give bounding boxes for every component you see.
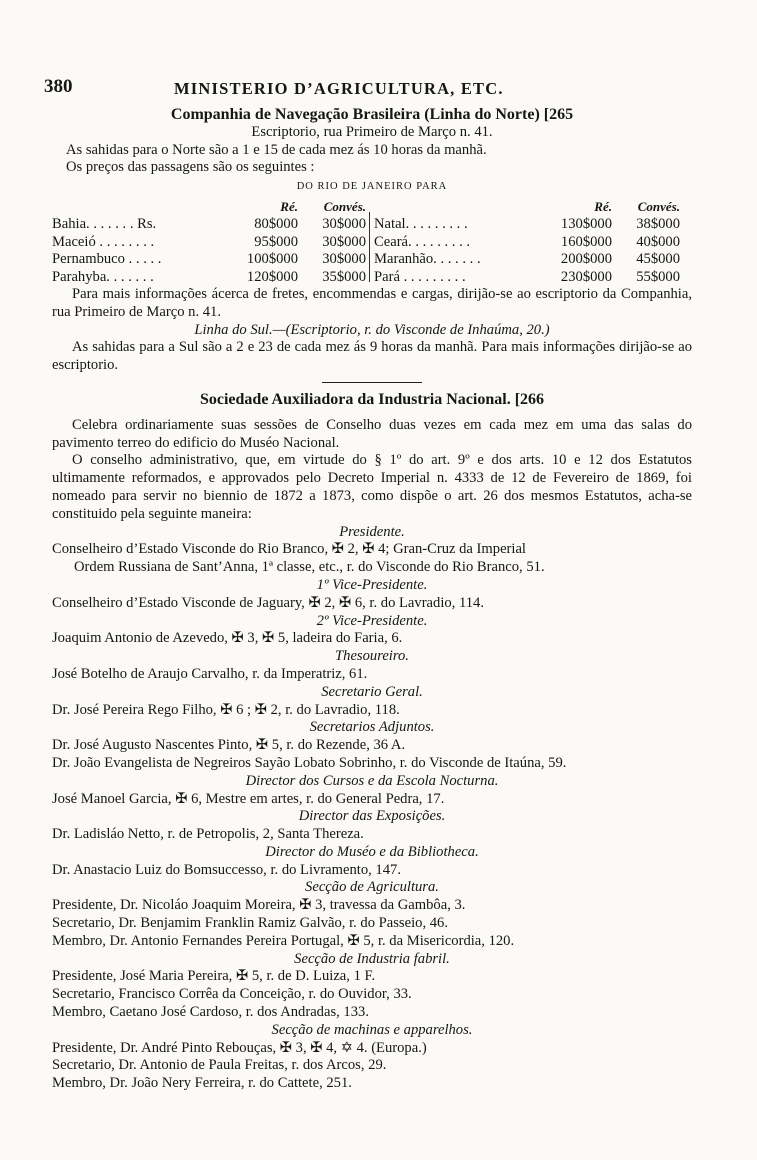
sul-paragraph: As sahidas para a Sul são a 2 e 23 de cada mez ás 9 horas da manhã. Para mais informações dirijão-se ao escriptorio. [52,339,692,374]
left-re-0: 80$000 [254,215,298,232]
office-title-vice1: 1º Vice-Presidente. [316,576,428,593]
left-dest-3: Parahyba. . . . . . . [52,269,154,286]
section-title-266: Sociedade Auxiliadora da Industria Nacional. [266 [199,390,545,408]
right-dest-1: Ceará. . . . . . . . . [374,233,471,250]
office-title-secretarios-adjuntos: Secretarios Adjuntos. [309,719,435,736]
page-header [44,76,692,104]
left-re-3: 120$000 [246,269,298,286]
office-entry: Joaquim Antonio de Azevedo, ✠ 3, ✠ 5, ladeira do Faria, 6. [52,630,403,647]
left-re-header: Ré. [280,198,298,214]
left-dest-1: Maceió . . . . . . . . [52,233,155,250]
company-address: Escriptorio, rua Primeiro de Março n. 41. [251,123,493,140]
office-entry: Membro, Caetano José Cardoso, r. dos Andradas, 133. [52,1004,369,1021]
right-conves-column [614,198,680,287]
right-conves-3: 55$000 [636,269,680,286]
office-entry: Dr. Ladisláo Netto, r. de Petropolis, 2, Santa Thereza. [52,826,364,843]
office-title-vice2: 2º Vice-Presidente. [316,612,428,629]
section-title-265: Companhia de Navegação Brasileira (Linha do Norte) [265 [170,106,574,123]
office-title-director-exposicoes: Director das Exposições. [298,808,446,825]
office-title-machinas: Secção de machinas e apparelhos. [271,1021,473,1038]
info-paragraph: Para mais informações ácerca de fretes, encommendas e cargas, dirijão-se ao escriptorio da Companhia, rua Primeiro de Março n. 41. [52,285,692,320]
section-divider [322,382,422,383]
council-paragraph: O conselho administrativo, que, em virtude do § 1º do art. 9º e dos arts. 10 e 12 dos Estatutos ultimamente reformados, e approvados pelo Decreto Imperial n. 4333 de 12 de Fevereiro de 1869, foi nomeado para servir no biennio de 1872 a 1873, como dispõe o art. 26 dos mesmos Estatutos, acha-se constituido pela seguinte maneira: [52,452,692,522]
office-entry: José Botelho de Araujo Carvalho, r. da Imperatriz, 61. [52,665,368,682]
office-entry: Presidente, José Maria Pereira, ✠ 5, r. de D. Luiza, 1 F. [52,968,376,985]
right-re-3: 230$000 [560,269,612,286]
table-caption: DO RIO DE JANEIRO PARA [296,181,448,193]
sessions-paragraph: Celebra ordinariamente suas sessões de Conselho duas vezes em cada mez em uma das salas do pavimento terreo do edificio do Muséo Nacional. [52,416,692,451]
right-dest-2: Maranhão. . . . . . . [374,251,481,268]
office-entry: Presidente, Dr. Nicoláo Joaquim Moreira, ✠ 3, travessa da Gambôa, 3. [52,897,466,914]
left-re-1: 95$000 [254,233,298,250]
left-re-2: 100$000 [246,251,298,268]
left-conves-3: 35$000 [322,269,366,286]
fares-intro: Os preços das passagens são os seguintes : [66,159,315,176]
right-re-header: Ré. [594,198,612,214]
office-title-secretario-geral: Secretario Geral. [321,683,423,700]
right-dest-0: Natal. . . . . . . . . [374,215,468,232]
right-re-0: 130$000 [560,215,612,232]
linha-sul-heading: Linha do Sul.—(Escriptorio, r. do Visconde de Inhaúma, 20.) [194,321,550,338]
office-entry: Dr. José Pereira Rego Filho, ✠ 6 ; ✠ 2, r. do Lavradio, 118. [52,701,400,718]
table-divider [369,212,370,282]
office-entry: Dr. José Augusto Nascentes Pinto, ✠ 5, r. do Rezende, 36 A. [52,737,406,754]
left-conves-1: 30$000 [322,233,366,250]
left-dest-0: Bahia. . . . . . . Rs. [52,215,157,232]
page-number: 380 [44,76,73,97]
office-entry: Presidente, Dr. André Pinto Rebouças, ✠ 3, ✠ 4, ✡ 4. (Europa.) [52,1039,427,1056]
office-title-director-museo: Director do Muséo e da Bibliotheca. [265,843,479,860]
office-title-director-cursos: Director dos Cursos e da Escola Nocturna. [245,772,499,789]
left-re-column [228,198,298,287]
office-entry: Secretario, Dr. Benjamim Franklin Ramiz Galvão, r. do Passeio, 46. [52,915,448,932]
office-entry: Dr. Anastacio Luiz do Bomsuccesso, r. do Livramento, 147. [52,861,401,878]
left-destinations [52,198,200,287]
office-title-agricultura: Secção de Agricultura. [305,879,439,896]
document-page [44,76,692,1093]
office-entry: José Manoel Garcia, ✠ 6, Mestre em artes, r. do General Pedra, 17. [52,790,445,807]
right-conves-1: 40$000 [636,233,680,250]
right-re-1: 160$000 [560,233,612,250]
left-conves-header: Convés. [323,198,366,214]
left-conves-column [298,198,366,287]
office-title-presidente: Presidente. [339,523,405,540]
right-destinations [374,198,534,287]
running-head: MINISTERIO D’AGRICULTURA, ETC. [174,79,504,98]
departure-line: As sahidas para o Norte são a 1 e 15 de cada mez ás 10 horas da manhã. [66,141,487,158]
left-conves-0: 30$000 [322,215,366,232]
right-re-column [542,198,612,287]
right-conves-2: 45$000 [636,251,680,268]
office-entry: Membro, Dr. Antonio Fernandes Pereira Portugal, ✠ 5, r. da Misericordia, 120. [52,932,515,949]
office-title-industria-fabril: Secção de Industria fabril. [294,950,450,967]
right-conves-header: Convés. [637,198,680,214]
office-entry: Secretario, Dr. Antonio de Paula Freitas, r. dos Arcos, 29. [52,1057,387,1074]
right-dest-3: Pará . . . . . . . . . [374,269,466,286]
office-title-thesoureiro: Thesoureiro. [335,648,409,665]
right-conves-0: 38$000 [636,215,680,232]
fares-table [52,198,692,286]
office-entry: Membro, Dr. João Nery Ferreira, r. do Cattete, 251. [52,1075,352,1092]
right-re-2: 200$000 [560,251,612,268]
office-entry: Conselheiro d’Estado Visconde de Jaguary, ✠ 2, ✠ 6, r. do Lavradio, 114. [52,594,484,611]
office-entry: Secretario, Francisco Corrêa da Conceição, r. do Ouvidor, 33. [52,986,412,1003]
office-entry: Dr. João Evangelista de Negreiros Sayão Lobato Sobrinho, r. do Visconde de Itaúna, 59. [52,754,567,771]
left-dest-2: Pernambuco . . . . . [52,251,162,268]
left-conves-2: 30$000 [322,251,366,268]
office-entry: Conselheiro d’Estado Visconde do Rio Branco, ✠ 2, ✠ 4; Gran-Cruz da Imperial [52,541,526,558]
office-entry: Ordem Russiana de Sant’Anna, 1ª classe, etc., r. do Visconde do Rio Branco, 51. [74,559,545,576]
